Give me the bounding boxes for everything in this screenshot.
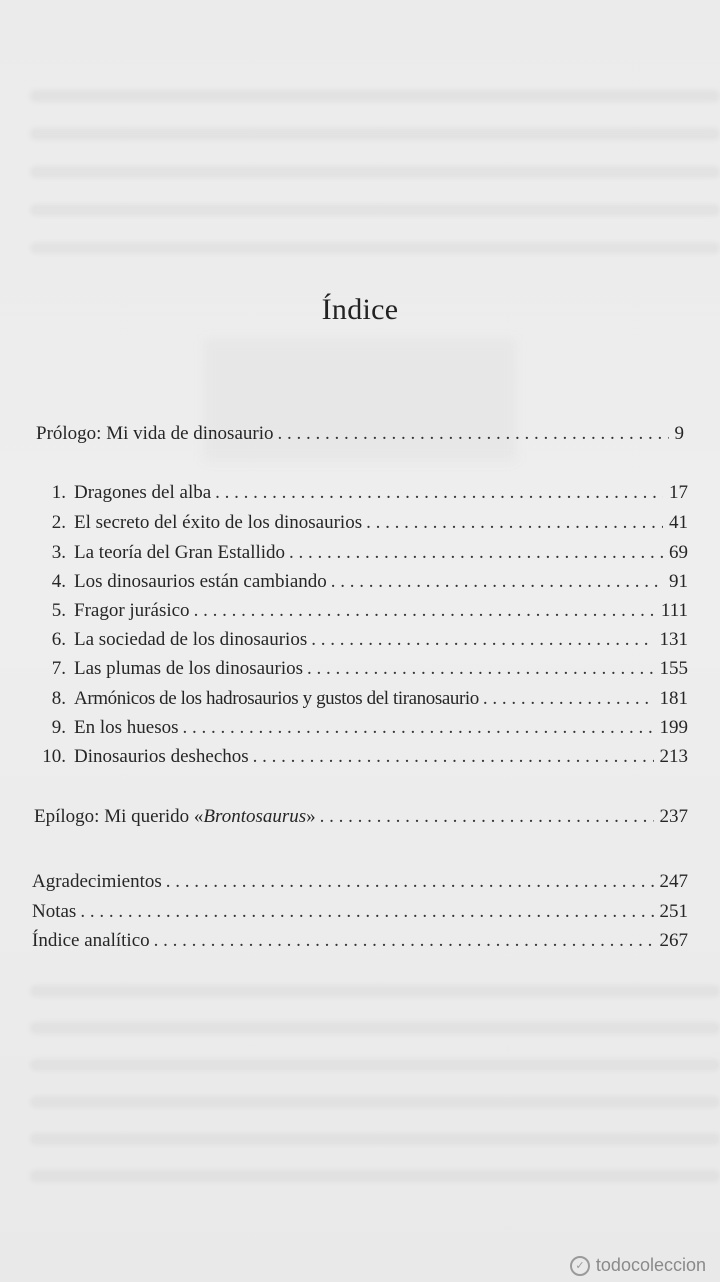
show-through-line	[30, 1096, 720, 1108]
leader-dots	[311, 629, 653, 651]
chapter-number: 5.	[51, 600, 66, 621]
chapter-number: 10.	[42, 746, 66, 767]
toc-page-number: 247	[659, 871, 688, 892]
toc-epilogue	[34, 806, 688, 828]
toc-page-number: 155	[659, 658, 688, 679]
show-through-line	[30, 90, 720, 102]
toc-entry-label: Índice analítico	[32, 930, 150, 951]
chapter-number: 4.	[51, 571, 66, 592]
toc-entry-label: Dragones del alba	[74, 482, 212, 503]
toc-entry-label: La sociedad de los dinosaurios	[74, 629, 308, 650]
toc-chapter	[36, 658, 688, 680]
toc-chapter	[36, 512, 688, 534]
show-through-line	[30, 242, 720, 254]
show-through-line	[30, 1170, 720, 1182]
leader-dots	[215, 482, 663, 504]
toc-page-number: 9	[674, 423, 684, 444]
toc-entry-label	[34, 806, 316, 828]
toc-entry-label: Dinosaurios deshechos	[74, 746, 249, 767]
toc-entry-label: Los dinosaurios están cambiando	[74, 571, 327, 592]
show-through-line	[30, 204, 720, 216]
show-through-line	[30, 1022, 720, 1034]
toc-page-number: 41	[669, 512, 688, 533]
show-through-line	[30, 1059, 720, 1071]
toc-entry-label: Notas	[32, 901, 77, 922]
chapter-number: 9.	[51, 717, 66, 738]
watermark-text: todocoleccion	[595, 1255, 706, 1275]
toc-page-number: 181	[659, 688, 688, 709]
toc-entry-label: Fragor jurásico	[74, 600, 190, 621]
watermark	[570, 1255, 706, 1276]
toc-page-number: 131	[659, 629, 688, 650]
toc-chapter	[36, 542, 688, 564]
chapter-number: 7.	[51, 658, 66, 679]
toc-chapter	[36, 717, 688, 739]
epilogue-label-prefix: Epílogo: Mi querido	[34, 806, 194, 827]
toc-page-number: 199	[659, 717, 688, 738]
toc-prologue	[36, 423, 684, 445]
leader-dots	[289, 542, 663, 564]
chapter-number: 8.	[51, 688, 66, 709]
leader-dots	[154, 930, 654, 952]
leader-dots	[194, 600, 655, 622]
toc-page-number: 213	[659, 746, 688, 767]
toc-chapter	[36, 688, 688, 710]
show-through-line	[30, 985, 720, 997]
leader-dots	[80, 901, 653, 923]
toc-entry-label: El secreto del éxito de los dinosaurios	[74, 512, 363, 533]
leader-dots	[483, 688, 654, 710]
toc-entry-label: La teoría del Gran Estallido	[74, 542, 286, 563]
chapter-number: 2.	[51, 512, 66, 533]
toc-entry-label: Prólogo: Mi vida de dinosaurio	[36, 423, 274, 444]
epilogue-italic-title: Brontosaurus	[203, 806, 307, 827]
leader-dots	[331, 571, 663, 593]
leader-dots	[307, 658, 653, 680]
leader-dots	[277, 423, 668, 445]
toc-chapter	[36, 482, 688, 504]
chapter-number: 1.	[51, 482, 66, 503]
toc-page-number: 111	[660, 600, 688, 621]
leader-dots	[183, 717, 654, 739]
toc-page-number: 251	[659, 901, 688, 922]
epilogue-close-quote: »	[306, 806, 316, 827]
show-through-line	[30, 128, 720, 140]
toc-chapter	[36, 571, 688, 593]
toc-chapter	[36, 746, 688, 768]
toc-entry-label: Armónicos de los hadrosaurios y gustos del tiranosaurio	[74, 688, 479, 709]
toc-entry-label: Las plumas de los dinosaurios	[74, 658, 304, 679]
toc-page-number: 237	[659, 806, 688, 827]
chapter-number: 3.	[51, 542, 66, 563]
page-title: Índice	[321, 293, 399, 326]
chapter-number: 6.	[51, 629, 66, 650]
show-through-line	[30, 166, 720, 178]
show-through-line	[30, 1133, 720, 1145]
toc-chapter	[36, 600, 688, 622]
toc-entry-label: Agradecimientos	[32, 871, 162, 892]
toc-page-number: 91	[669, 571, 688, 592]
leader-dots	[320, 806, 654, 828]
toc-entry-label: En los huesos	[74, 717, 179, 738]
toc-page-number: 69	[669, 542, 688, 563]
epilogue-open-quote: «	[193, 806, 204, 827]
toc-page-number: 267	[659, 930, 688, 951]
toc-page-number: 17	[669, 482, 688, 503]
logo-icon: ✓	[570, 1256, 590, 1276]
toc-chapter	[36, 629, 688, 651]
leader-dots	[366, 512, 663, 534]
toc-back-matter	[32, 930, 688, 952]
toc-back-matter	[32, 901, 688, 923]
leader-dots	[166, 871, 654, 893]
toc-back-matter	[32, 871, 688, 893]
leader-dots	[253, 746, 654, 768]
